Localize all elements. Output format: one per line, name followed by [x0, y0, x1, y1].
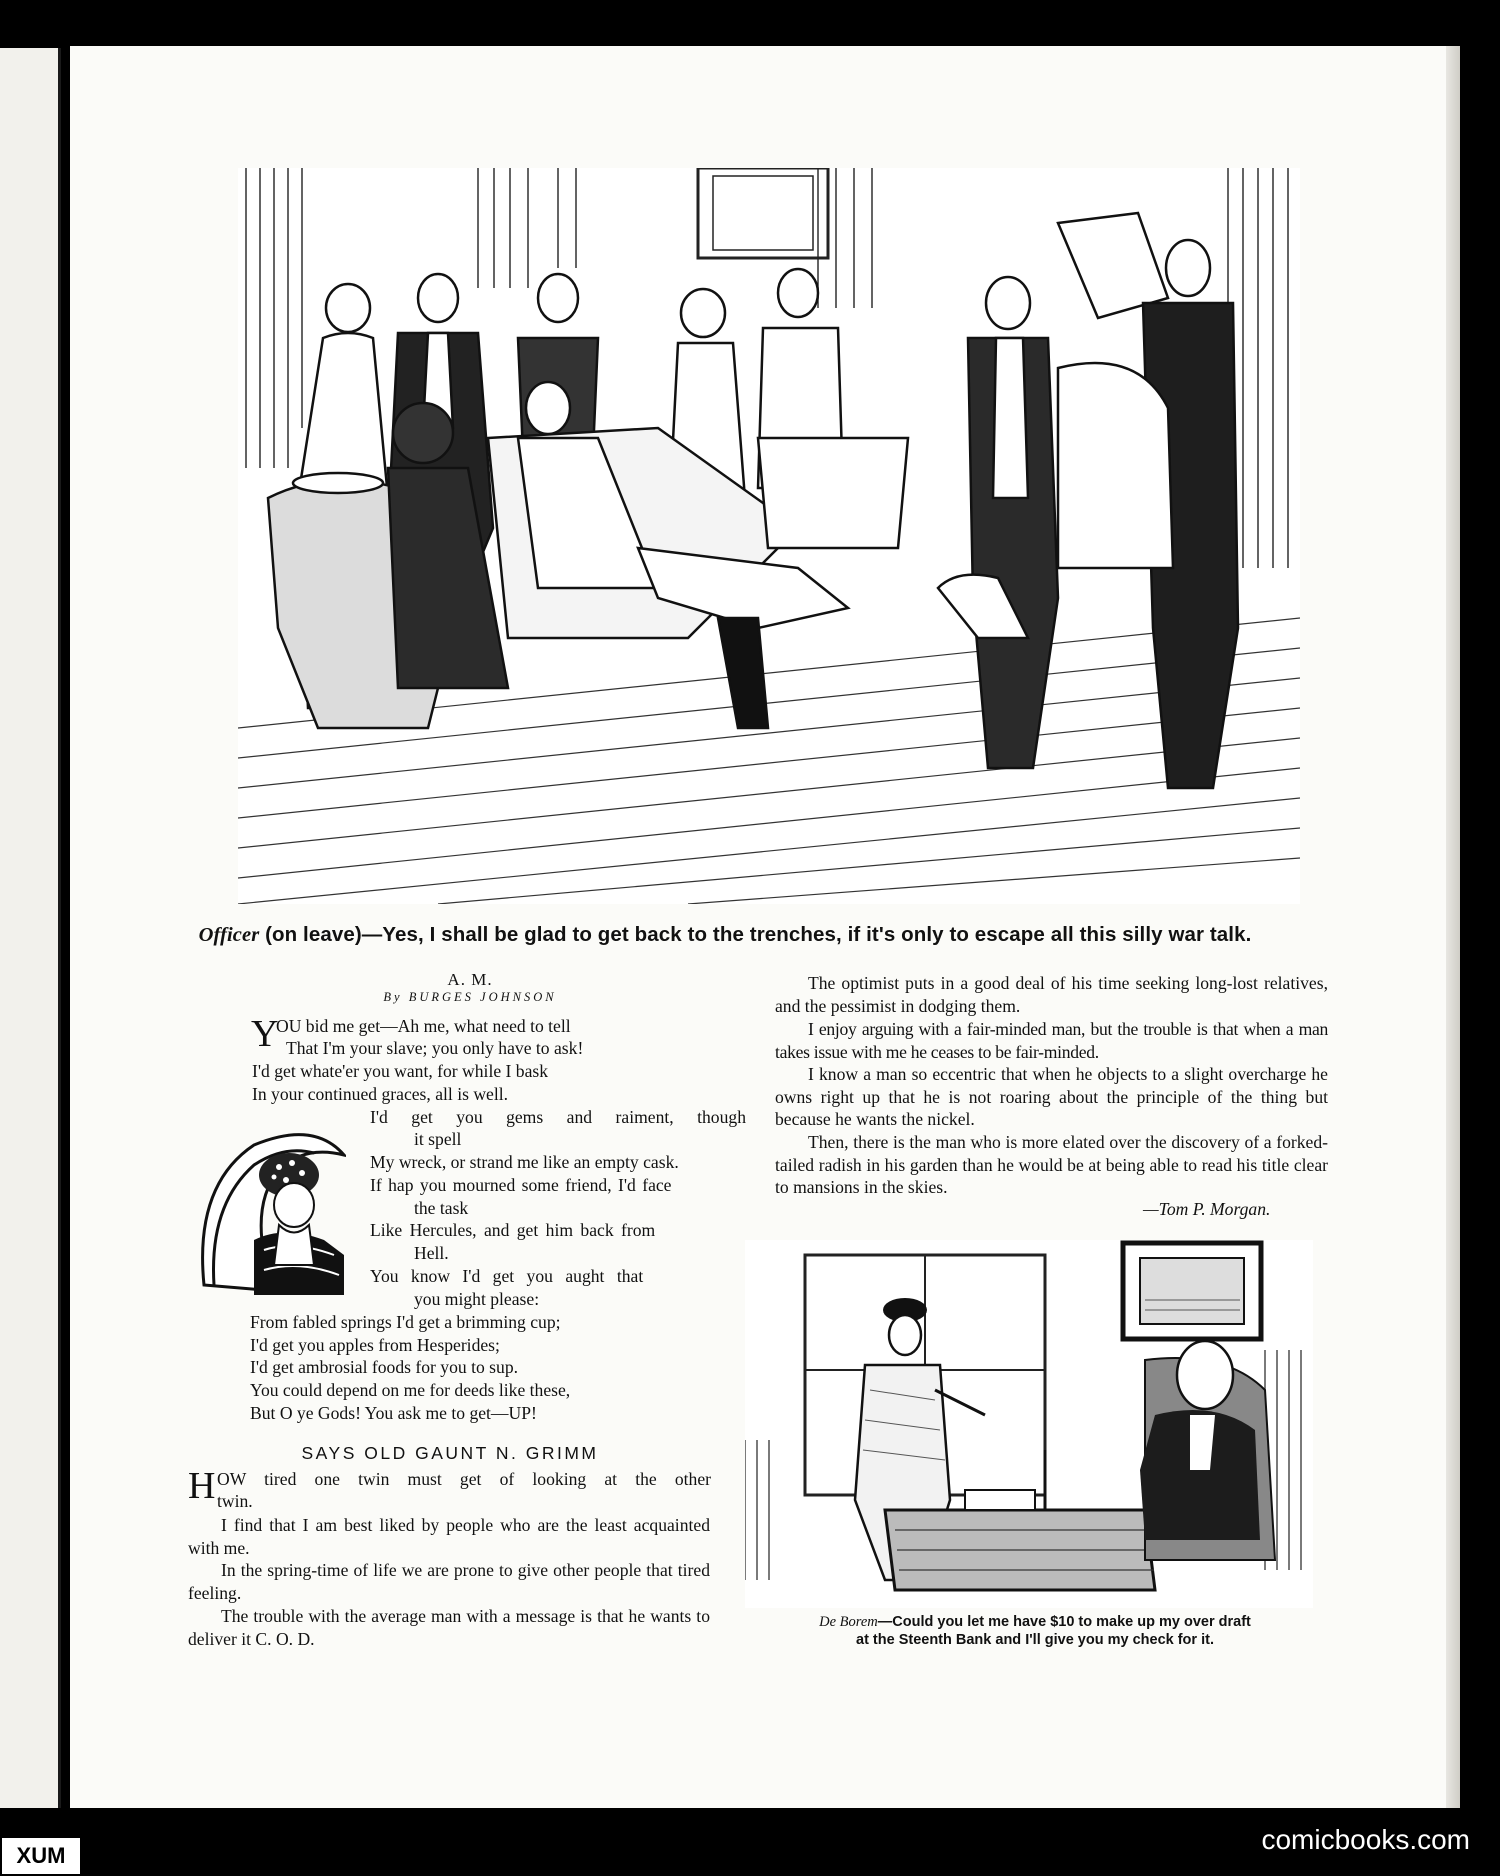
grimm-paragraph: The trouble with the average man with a message is that he wants to deliver it C. O. D. [188, 1606, 710, 1649]
poem-line: That I'm your slave; you only have to ask! [286, 1038, 584, 1058]
grimm-dropcap: H [188, 1465, 216, 1507]
morgan-paragraph: The optimist puts in a good deal of his time seeking long-lost relatives, and the pessimist in dodging them. [775, 973, 1328, 1016]
poem-line: But O ye Gods! You ask me to get—UP! [250, 1403, 537, 1423]
morgan-paragraph: I enjoy arguing with a fair-minded man, but the trouble is that when a man takes issue with me he ceases to be fair-minded. [775, 1019, 1328, 1062]
poem-line: In your continued graces, all is well. [252, 1084, 509, 1104]
office-caption-text1: —Could you let me have $10 to make up my over draft [877, 1614, 1251, 1630]
grimm-first-line-cont: twin. [217, 1491, 253, 1511]
poem-title: A. M. [447, 970, 493, 989]
main-cartoon-illustration [238, 168, 1300, 904]
morgan-signature: —Tom P. Morgan. [1143, 1199, 1271, 1219]
poem-line: You know I'd get you aught that [370, 1266, 644, 1286]
poem-line: Hell. [414, 1243, 449, 1263]
grimm-first-line: OW tired one twin must get of looking at the other [217, 1469, 711, 1489]
poem-line: If hap you mourned some friend, I'd face [370, 1175, 672, 1195]
office-caption-line2: at the Steenth Bank and I'll give you my check for it. [856, 1632, 1214, 1648]
poem-line: I'd get you gems and raiment, though [370, 1107, 746, 1127]
caption-speaker: Officer [198, 924, 260, 946]
poem-dropcap: Y [251, 1013, 279, 1055]
page-gutter-shadow [1446, 46, 1460, 1808]
site-watermark: comicbooks.com [1261, 1824, 1470, 1855]
poem-line: From fabled springs I'd get a brimming cup; [250, 1312, 561, 1332]
poem-line: I'd get whate'er you want, for while I bask [252, 1061, 549, 1081]
poem-line: it spell [414, 1129, 462, 1149]
main-cartoon-caption [175, 923, 1275, 947]
office-cartoon-caption [760, 1613, 1310, 1649]
poem-line: You could depend on me for deeds like these, [250, 1380, 571, 1400]
poem-line: the task [414, 1198, 469, 1218]
caption-text: (on leave)—Yes, I shall be glad to get back to the trenches, if it's only to escape all this silly war talk. [259, 923, 1252, 946]
poem-decorative-illustration [194, 1125, 346, 1295]
poem-line: I'd get ambrosial foods for you to sup. [250, 1357, 519, 1377]
office-cartoon-illustration [745, 1240, 1313, 1608]
grimm-paragraph: I find that I am best liked by people who are the least acquainted with me. [188, 1515, 710, 1558]
grimm-paragraph: In the spring-time of life we are prone to give other people that tired feeling. [188, 1560, 710, 1603]
corner-tag: XUM [0, 1836, 82, 1876]
grimm-section-title: SAYS OLD GAUNT N. GRIMM [301, 1443, 599, 1463]
poem-line: I'd get you apples from Hesperides; [250, 1335, 500, 1355]
poem-line: you might please: [414, 1289, 540, 1309]
left-page-edge [0, 48, 61, 1808]
office-caption-line1 [760, 1613, 1310, 1631]
poem-byline: By BURGES JOHNSON [383, 990, 557, 1004]
office-caption-speaker: De Borem [819, 1614, 878, 1630]
poem-line: My wreck, or strand me like an empty cask. [370, 1152, 679, 1172]
morgan-paragraph: Then, there is the man who is more elated over the discovery of a forked-tailed radish in his garden than he would be at being able to read his title clear to mansions in the skies. [775, 1132, 1328, 1198]
poem-line: Like Hercules, and get him back from [370, 1220, 656, 1240]
poem-line: OU bid me get—Ah me, what need to tell [276, 1016, 571, 1036]
morgan-paragraph: I know a man so eccentric that when he objects to a slight overcharge he owns right up that he is not roaring about the principle of the thing but because he wants the nickel. [775, 1064, 1328, 1130]
